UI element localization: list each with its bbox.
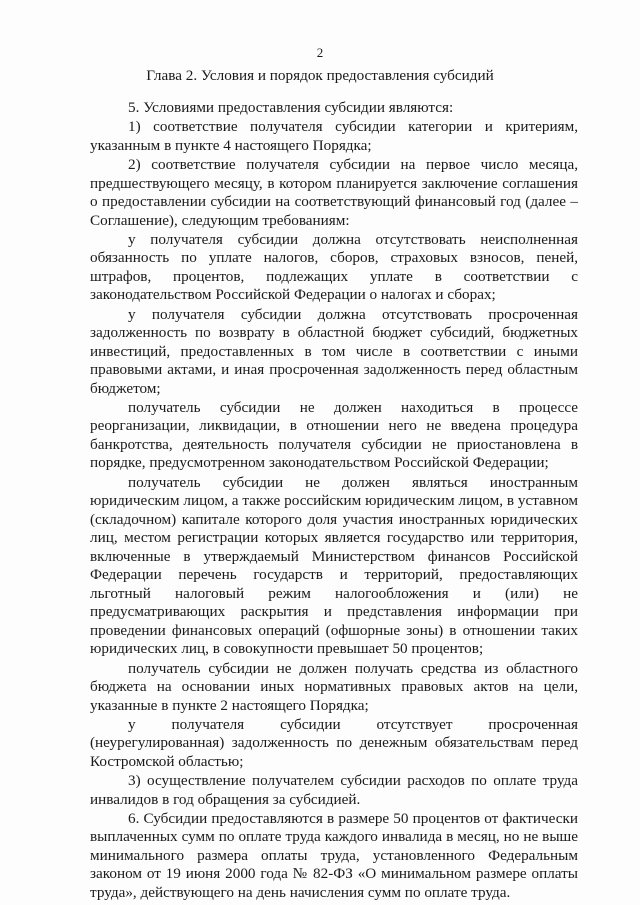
paragraph-requirement-reorganization: получатель субсидии не должен находиться в процессе реорганизации, ликвидации, в отношении него не введена процедура банкротства, деятельность получателя субсидии не приостановлена в порядке, предусмотренном законодательством Российской Федерации; <box>90 398 578 472</box>
page-number: 2 <box>316 45 324 60</box>
paragraph-condition-2: 2) соответствие получателя субсидии на первое число месяца, предшествующего месяцу, в котором планируется заключение соглашения о предоставлении субсидии на соответствующий финансовый год (далее – Соглашение), следующим требованиям: <box>90 156 578 229</box>
paragraph-item-5-heading: 5. Условиями предоставления субсидии являются: <box>128 99 454 116</box>
paragraph-requirement-taxes: у получателя субсидии должна отсутствовать неисполненная обязанность по уплате налогов, сборов, страховых взносов, пеней, штрафов, процентов, подлежащих уплате в соответствии с законодательством Российской Федерации о налогах и сборах; <box>90 230 578 304</box>
paragraph-condition-1: 1) соответствие получателя субсидии категории и критериям, указанным в пункте 4 настоящего Порядка; <box>90 118 578 154</box>
chapter-title: Глава 2. Условия и порядок предоставления субсидий <box>146 67 494 84</box>
paragraph-requirement-other-funds: получатель субсидии не должен получать средства из областного бюджета на основании иных нормативных правовых актов на цели, указанные в пункте 2 настоящего Порядка; <box>90 659 578 714</box>
document-body <box>90 99 578 902</box>
paragraph-requirement-foreign-entity: получатель субсидии не должен являться иностранным юридическим лицом, а также российским юридическим лицом, в уставном (складочном) капитале которого доля участия иностранных юридических лиц, местом регистрации которых является государство или территория, включенные в утверждаемый Министерством финансов Российской Федерации перечень государств и территорий, предоставляющих льготный налоговый режим налогообложения и (или) не предусматривающих раскрытия и представления информации при проведении финансовых операций (офшорные зоны) в отношении таких юридических лиц, в совокупности превышает 50 процентов; <box>90 473 578 658</box>
paragraph-condition-3: 3) осуществление получателем субсидии расходов по оплате труда инвалидов в год обращения за субсидией. <box>90 772 578 808</box>
paragraph-item-6: 6. Субсидии предоставляются в размере 50 процентов от фактически выплаченных сумм по оплате труда каждого инвалида в месяц, но не выше минимального размера оплаты труда, установленного Федеральным законом от 19 июня 2000 года № 82-ФЗ «О минимальном размере оплаты труда», действующего на день начисления сумм по оплате труда. <box>90 809 578 901</box>
paragraph-requirement-budget-debt: у получателя субсидии должна отсутствовать просроченная задолженность по возврату в областной бюджет субсидий, бюджетных инвестиций, предоставленных в том числе в соответствии с иными правовыми актами, и иная просроченная задолженность перед областным бюджетом; <box>90 305 578 397</box>
paragraph-requirement-overdue-obligations: у получателя субсидии отсутствует просроченная (неурегулированная) задолженность по денежным обязательствам перед Костромской областью; <box>90 715 578 770</box>
